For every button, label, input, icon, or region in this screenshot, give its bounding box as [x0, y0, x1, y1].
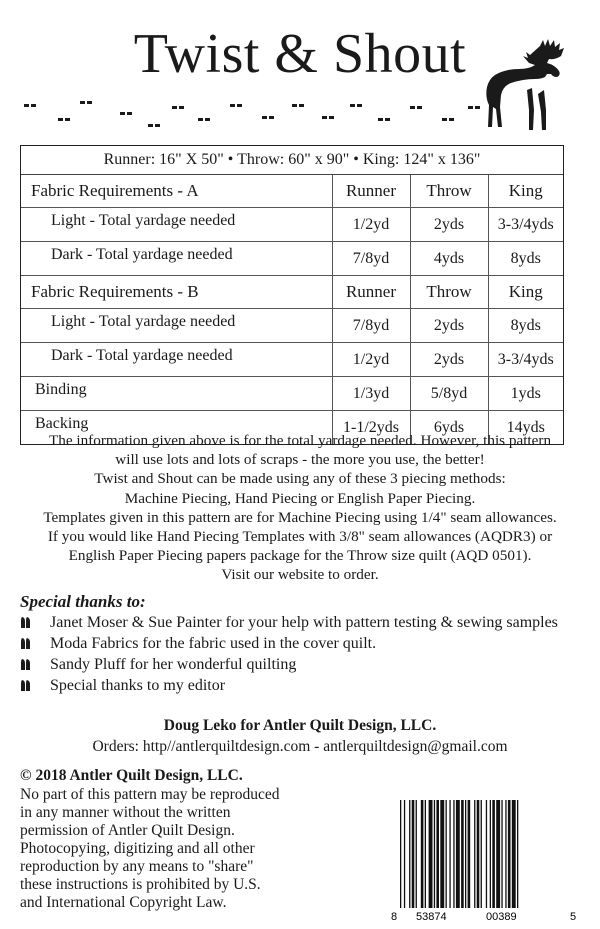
table-row — [21, 242, 563, 276]
hoof-print-icon — [172, 106, 184, 109]
thanks-list — [20, 612, 558, 696]
barcode-bars — [386, 796, 582, 924]
copyright-line: permission of Antler Quilt Design. — [20, 822, 235, 839]
barcode-digit: 00389 — [486, 911, 517, 923]
barcode-digit: 8 — [391, 911, 398, 923]
hoof-print-icon — [410, 106, 422, 109]
quilt-sizes: Runner: 16" X 50" • Throw: 60" x 90" • King: 124" x 136" — [21, 146, 563, 175]
cell-king: 14yds — [488, 411, 563, 445]
info-line: Machine Piecing, Hand Piecing or English Paper Piecing. — [124, 489, 476, 507]
fabric-requirements-table — [20, 145, 564, 445]
info-line: Templates given in this pattern are for Machine Piecing using 1/4" seam allowances. — [43, 508, 557, 526]
hoof-print-icon — [58, 118, 70, 121]
barcode-bar — [446, 800, 447, 908]
cell-runner: 1/3yd — [332, 377, 410, 411]
info-line: will use lots and lots of scraps - the more you use, the better! — [115, 451, 485, 469]
col-runner: Runner — [332, 175, 410, 208]
barcode-bar — [456, 800, 460, 908]
hoof-print-icon — [20, 679, 50, 693]
barcode-bar — [436, 800, 439, 908]
table-row — [21, 208, 563, 242]
table-row — [21, 309, 563, 343]
cell-throw: 2yds — [410, 208, 488, 242]
row-label: Backing — [21, 411, 332, 445]
table-row — [21, 377, 563, 411]
barcode-bar — [468, 800, 471, 908]
hoof-print-icon — [350, 104, 362, 107]
barcode-digit: 5 — [570, 911, 577, 923]
copyright-line: these instructions is prohibited by U.S. — [20, 876, 261, 893]
row-label: Light - Total yardage needed — [21, 208, 332, 242]
cell-throw: 2yds — [410, 309, 488, 343]
list-item — [20, 675, 558, 696]
col-king: King — [488, 276, 563, 309]
orders-line: Orders: http//antlerquiltdesign.com - antlerquiltdesign@gmail.com — [92, 738, 508, 755]
barcode-bar — [501, 800, 502, 908]
hoof-print-icon — [198, 118, 210, 121]
barcode-bar — [461, 800, 464, 908]
barcode-bar — [496, 800, 500, 908]
hoof-print-icon — [378, 118, 390, 121]
hoof-print-icon — [80, 101, 92, 104]
barcode-bar — [409, 800, 410, 908]
barcode-bar — [474, 800, 475, 908]
barcode-bar — [490, 800, 491, 908]
barcode-bar — [404, 800, 405, 908]
cell-king: 8yds — [488, 309, 563, 343]
barcode-bar — [481, 800, 482, 908]
section-a-title: Fabric Requirements - A — [31, 181, 199, 200]
copyright-heading: © 2018 Antler Quilt Design, LLC. — [20, 767, 243, 784]
copyright-line: No part of this pattern may be reproduced — [20, 786, 280, 803]
hoof-print-icon — [292, 104, 304, 107]
barcode-bar — [429, 800, 433, 908]
copyright-line: Photocopying, digitizing and all other — [20, 840, 255, 857]
barcode-digit: 53874 — [416, 911, 447, 923]
hoof-print-icon — [20, 658, 50, 672]
hoof-print-icon — [120, 112, 132, 115]
hoof-print-icon — [262, 116, 274, 119]
copyright-line: reproduction by any means to "share" — [20, 858, 254, 875]
barcode-bar — [505, 800, 506, 908]
copyright-line: and International Copyright Law. — [20, 894, 227, 911]
thanks-heading: Special thanks to: — [20, 592, 146, 611]
hoof-print-icon — [230, 104, 242, 107]
cell-runner: 1-1/2yds — [332, 411, 410, 445]
copyright-line: in any manner without the written — [20, 804, 231, 821]
section-a-header — [21, 175, 563, 208]
list-item — [20, 654, 558, 675]
barcode-bar — [416, 800, 417, 908]
cell-throw: 4yds — [410, 242, 488, 276]
cell-runner: 1/2yd — [332, 208, 410, 242]
barcode-bar — [412, 800, 415, 908]
page-title: Twist & Shout — [133, 23, 467, 85]
list-item — [20, 633, 558, 654]
row-label: Dark - Total yardage needed — [21, 242, 332, 276]
hoof-print-icon — [20, 637, 50, 651]
row-label: Dark - Total yardage needed — [21, 343, 332, 377]
barcode-bar — [512, 800, 516, 908]
moose-icon — [482, 38, 582, 133]
cell-king: 3-3/4yds — [488, 208, 563, 242]
hoof-print-icon — [442, 118, 454, 121]
info-line: English Paper Piecing papers package for the Throw size quilt (AQD 0501). — [68, 547, 532, 565]
table-row — [21, 343, 563, 377]
barcode — [386, 796, 582, 924]
row-label: Light - Total yardage needed — [21, 309, 332, 343]
info-line: Twist and Shout can be made using any of these 3 piecing methods: — [94, 470, 506, 488]
copyright-text — [20, 786, 340, 912]
info-line: Visit our website to order. — [221, 566, 379, 584]
thanks-text: Janet Moser & Sue Painter for your help with pattern testing & sewing samples — [50, 614, 558, 631]
barcode-bar — [449, 800, 450, 908]
cell-king: 3-3/4yds — [488, 343, 563, 377]
cell-king: 1yds — [488, 377, 563, 411]
barcode-bar — [421, 800, 424, 908]
thanks-text: Sandy Pluff for her wonderful quilting — [50, 656, 297, 673]
barcode-bar — [486, 800, 487, 908]
barcode-bar — [492, 800, 495, 908]
hoof-print-icon — [24, 104, 36, 107]
barcode-bar — [477, 800, 480, 908]
list-item — [20, 612, 558, 633]
thanks-text: Special thanks to my editor — [50, 677, 226, 694]
cell-throw: 2yds — [410, 343, 488, 377]
barcode-bar — [400, 800, 401, 908]
barcode-bar — [517, 800, 518, 908]
barcode-bar — [440, 800, 444, 908]
barcode-bar — [425, 800, 426, 908]
section-b-title: Fabric Requirements - B — [21, 276, 332, 309]
barcode-bar — [434, 800, 435, 908]
info-line: The information given above is for the total yardage needed. However, this pattern — [48, 432, 552, 449]
credit-line: Doug Leko for Antler Quilt Design, LLC. — [163, 717, 437, 734]
cell-king: 8yds — [488, 242, 563, 276]
hoof-print-icon — [20, 616, 50, 630]
cell-runner: 7/8yd — [332, 242, 410, 276]
tracks-decoration — [22, 98, 482, 138]
row-label: Binding — [21, 377, 332, 411]
col-king: King — [488, 175, 563, 208]
col-throw: Throw — [410, 175, 488, 208]
hoof-print-icon — [468, 106, 480, 109]
cell-throw: 5/8yd — [410, 377, 488, 411]
hoof-print-icon — [322, 116, 334, 119]
barcode-bar — [465, 800, 466, 908]
info-line: If you would like Hand Piecing Templates with 3/8" seam allowances (AQDR3) or — [47, 528, 553, 546]
cell-runner: 7/8yd — [332, 309, 410, 343]
info-paragraph — [0, 431, 600, 585]
barcode-bar — [453, 800, 454, 908]
thanks-text: Moda Fabrics for the fabric used in the cover quilt. — [50, 635, 377, 652]
barcode-bar — [508, 800, 511, 908]
section-b-header — [21, 276, 563, 309]
hoof-print-icon — [148, 124, 160, 127]
cell-throw: 6yds — [410, 411, 488, 445]
col-runner: Runner — [332, 276, 410, 309]
col-throw: Throw — [410, 276, 488, 309]
cell-runner: 1/2yd — [332, 343, 410, 377]
